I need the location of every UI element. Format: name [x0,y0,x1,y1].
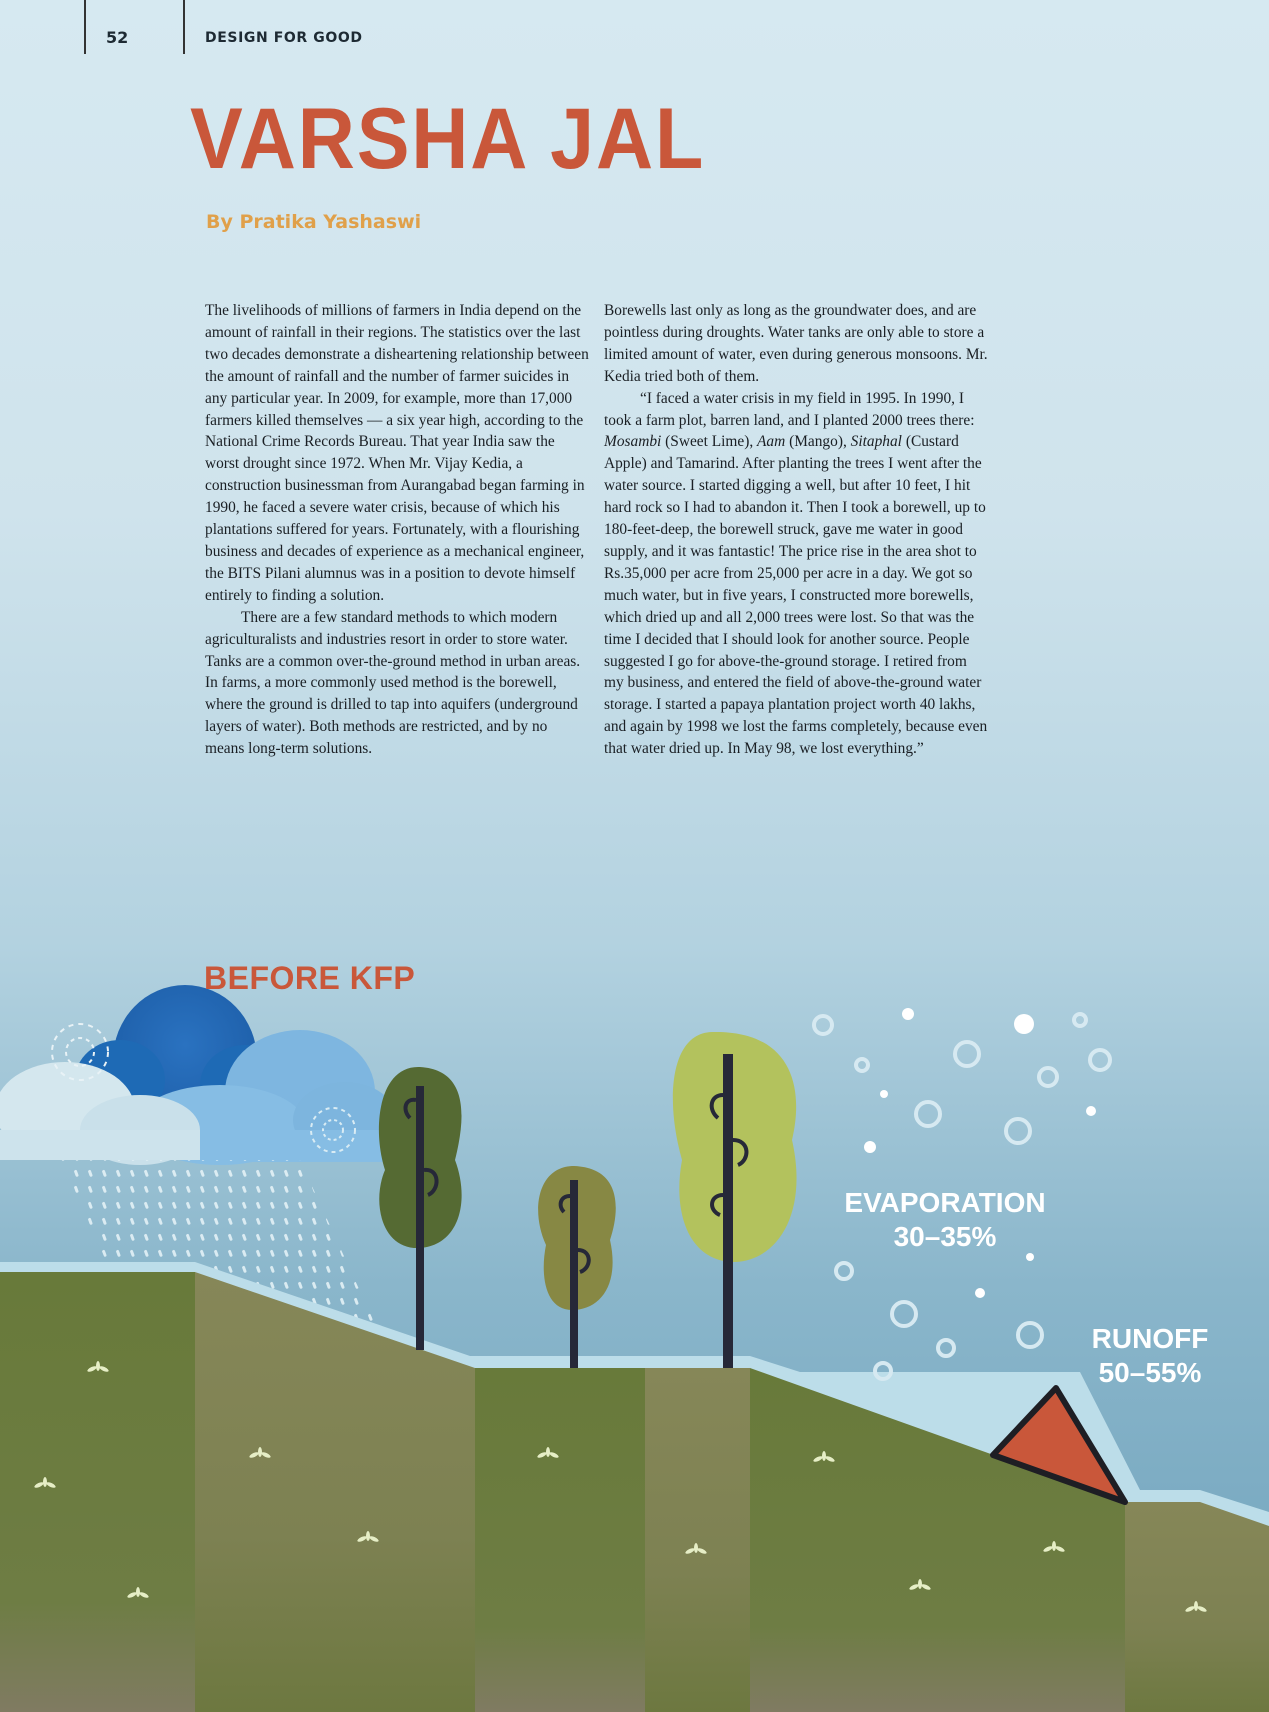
runoff-value: 50–55% [1098,1357,1202,1388]
tree-middle [538,1166,616,1368]
section-title: DESIGN FOR GOOD [205,30,363,46]
quote-text: (Mango), [785,433,851,451]
before-kfp-heading: BEFORE KFP [204,960,416,996]
quote-paragraph [604,388,989,760]
body-column-right [604,300,989,760]
page-number: 52 [106,28,129,47]
tree-left [379,1067,462,1350]
evaporation-title: EVAPORATION [844,1187,1046,1218]
rain-cloud [0,985,397,1165]
quote-text: (Custard Apple) and Tamarind. After planting the trees I went after the water source. I started digging a well, but after 10 feet, I hit hard rock so I had to abandon it. Then I took a borewell, up to 180-feet-deep, the borewell struck, gave me water in good supply, and it was fantastic! The price rise in the area shot to Rs.35,000 per acre from 25,000 per acre in a day. We got so much water, but in five years, I constructed more borewells, which dried up and all 2,000 trees were lost. So that was the time I decided that I should look for another source. People suggested I go for above-the-ground storage. I retired from my business, and entered the field of above-the-ground water storage. I started a papaya plantation project worth 40 lakhs, and again by 1998 we lost the farms completely, because even that water dried up. In May 98, we lost everything.” [604,433,988,758]
fruit-name: Aam [757,433,786,451]
quote-text: (Sweet Lime), [661,433,758,451]
article-title: VARSHA JAL [190,91,706,187]
evaporation-label [830,1186,1060,1254]
header-rule-right [183,0,185,54]
body-column-left [205,300,590,760]
evaporation-value: 30–35% [893,1221,997,1252]
byline: By Pratika Yashaswi [206,211,422,233]
paragraph: There are a few standard methods to which modern agriculturalists and industries resort in order to store water. Tanks are a common over-the-ground method in urban areas. In farms, a more commonly used method is the borewell, where the ground is drilled to tap into aquifers (underground layers of water). Both methods are restricted, and by no means long-term solutions. [205,608,581,758]
header-rule-left [84,0,86,54]
paragraph: Borewells last only as long as the groundwater does, and are pointless during droughts. Water tanks are only able to store a limited amount of water, even during generous monsoons. Mr. Kedia tried both of them. [604,302,988,385]
paragraph: The livelihoods of millions of farmers in India depend on the amount of rainfall in their regions. The statistics over the last two decades demonstrate a disheartening relationship between the amount of rainfall and the number of farmer suicides in any particular year. In 2009, for example, more than 17,000 farmers killed themselves — a six year high, according to the National Crime Records Bureau. That year India saw the worst drought since 1972. When Mr. Vijay Kedia, a construction businessman from Aurangabad began farming in 1990, he faced a severe water crisis, because of which his plantations suffered for years. Fortunately, with a flourishing business and decades of experience as a mechanical engineer, the BITS Pilani alumnus was in a position to devote himself entirely to finding a solution. [205,302,589,604]
fruit-name: Sitaphal [850,433,902,451]
runoff-label [1060,1322,1240,1390]
runoff-title: RUNOFF [1091,1323,1209,1354]
tree-right [673,1032,797,1368]
fruit-name: Mosambi [604,433,662,451]
quote-text: “I faced a water crisis in my field in 1995. In 1990, I took a farm plot, barren land, and I planted 2000 trees there: [604,389,975,429]
